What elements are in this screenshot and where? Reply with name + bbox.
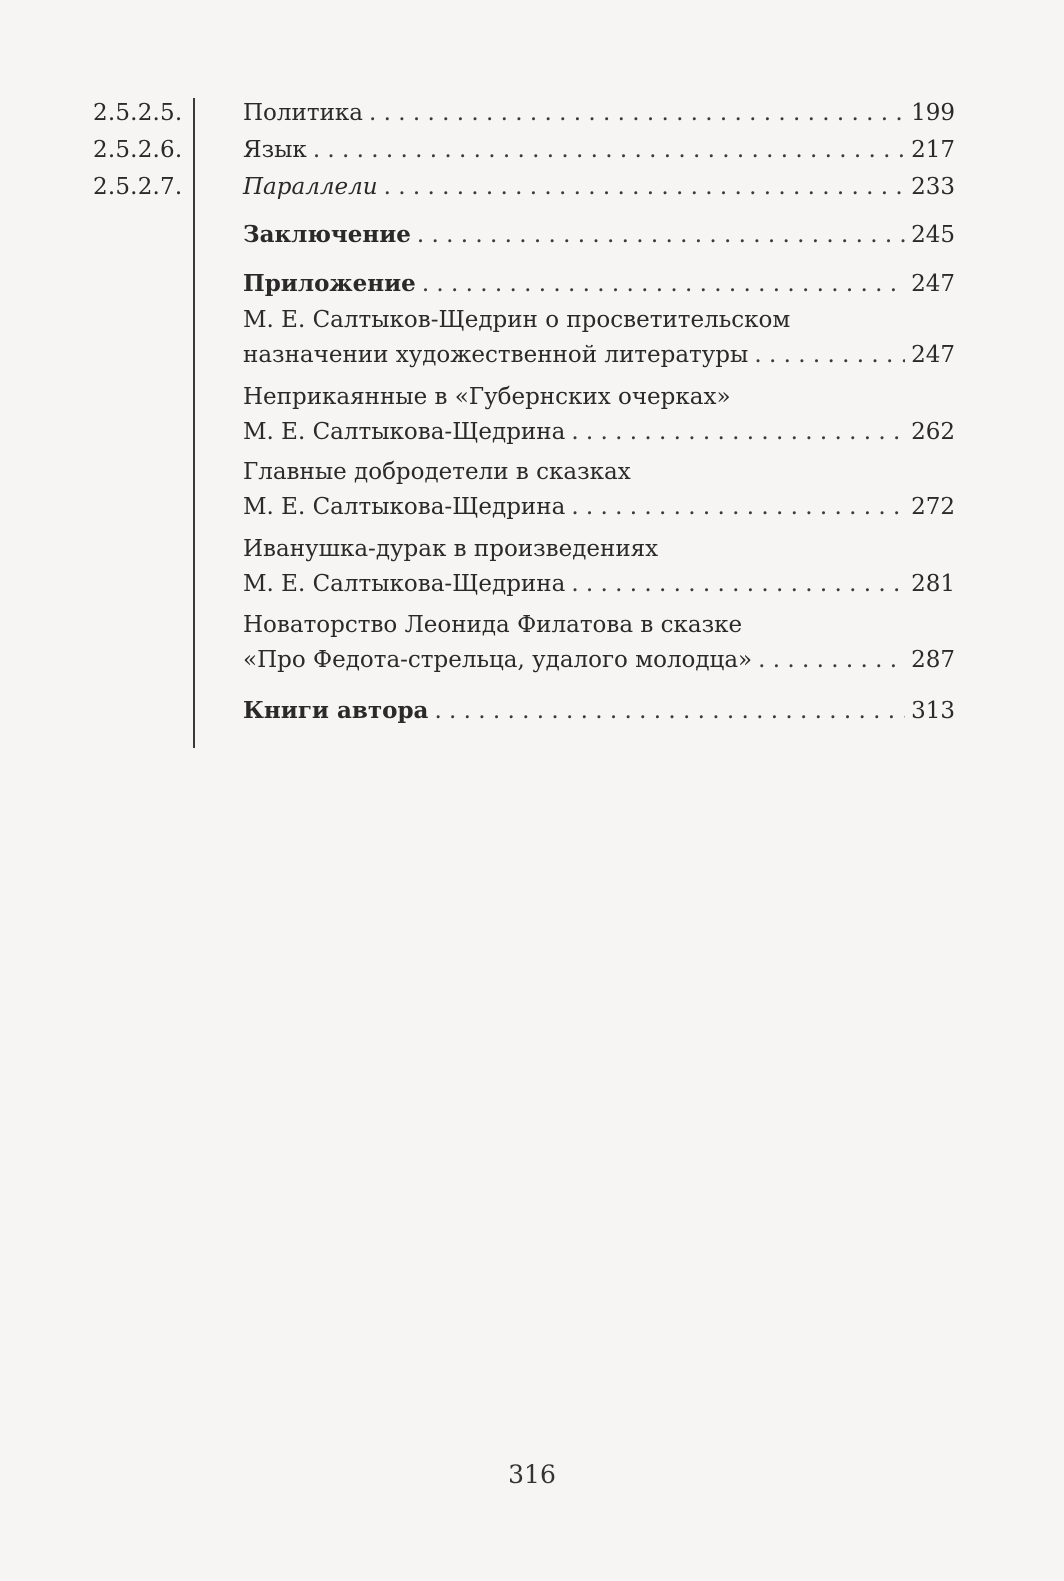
dot-leader [417, 220, 905, 250]
page-number: 316 [508, 1460, 556, 1489]
dot-leader [384, 172, 906, 202]
toc-conclusion-title: Заключение [243, 221, 411, 248]
dot-leader [422, 269, 905, 299]
toc-article-line2: «Про Федота-стрельца, удалого молодца» [243, 647, 753, 673]
toc-entry-page: 217 [911, 137, 955, 163]
dot-leader [758, 645, 905, 675]
toc-appendix-title: Приложение [243, 270, 416, 297]
dot-leader [313, 135, 905, 165]
toc-article-page: 272 [911, 494, 955, 520]
toc-article-line1: Новаторство Леонида Филатова в сказке [243, 612, 743, 638]
toc-entry-number: 2.5.2.7. [93, 174, 183, 200]
toc-books-title: Книги автора [243, 697, 429, 724]
toc-article-line1: Иванушка-дурак в произведениях [243, 536, 659, 562]
dot-leader [754, 340, 905, 370]
toc-entry-page: 233 [911, 174, 955, 200]
toc-conclusion-page: 245 [911, 222, 955, 248]
toc-article-line1: Неприкаянные в «Губернских очерках» [243, 384, 731, 410]
toc-article-line2: М. Е. Салтыкова-Щедрина [243, 571, 566, 597]
toc-article-page: 262 [911, 419, 955, 445]
toc-entry-page: 199 [911, 100, 955, 126]
toc-article-line2: М. Е. Салтыкова-Щедрина [243, 494, 566, 520]
toc-article-line1: Главные добродетели в сказках [243, 459, 631, 485]
dot-leader [434, 696, 905, 726]
dot-leader [369, 98, 905, 128]
toc-article-line2: назначении художественной литературы [243, 342, 749, 368]
toc-appendix-page: 247 [911, 271, 955, 297]
toc-entry-number: 2.5.2.6. [93, 137, 183, 163]
vertical-rule [193, 98, 195, 748]
dot-leader [571, 492, 905, 522]
toc-article-page: 247 [911, 342, 955, 368]
toc-entry-title: Параллели [243, 174, 378, 200]
toc-article-page: 281 [911, 571, 955, 597]
dot-leader [571, 417, 905, 447]
toc-article-line2: М. Е. Салтыкова-Щедрина [243, 419, 566, 445]
toc-article-line1: М. Е. Салтыков-Щедрин о просветительском [243, 307, 791, 333]
dot-leader [571, 569, 905, 599]
toc-books-page: 313 [911, 698, 955, 724]
toc-entry-number: 2.5.2.5. [93, 100, 183, 126]
toc-article-page: 287 [911, 647, 955, 673]
toc-entry-title: Политика [243, 100, 363, 126]
toc-entry-title: Язык [243, 137, 307, 163]
